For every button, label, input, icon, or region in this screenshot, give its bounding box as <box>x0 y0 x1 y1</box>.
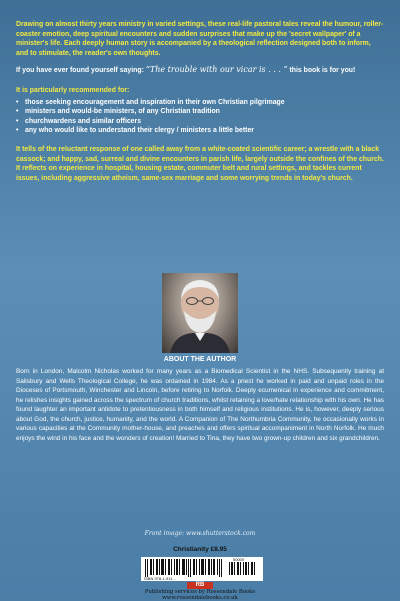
list-item: • ministers and would-be ministers, of any Christian tradition <box>16 108 220 116</box>
list-item: • churchwardens and similar officers <box>16 117 142 125</box>
intro-paragraph: Drawing on almost thirty years ministry in varied settings, these real-life pastoral tales reveal the humour, roller-coaster emotion, deep spiritual encounters and sudden surprises that make up the 'secret wallpaper' of a minister's life. Each deeply human story is accompanied by a theological reflection designed both to inform, and to stimulate, the reader's own thoughts. <box>16 21 384 57</box>
list-item: • any who would like to understand their clergy / ministers a little better <box>16 127 254 135</box>
author-photo <box>162 273 238 353</box>
barcode-price-code: 50000 <box>233 557 245 562</box>
publisher-logo: RB <box>187 582 213 589</box>
quote-suffix: this book is for you! <box>287 67 356 75</box>
isbn-barcode <box>141 557 263 581</box>
publisher-line: Publishing services by Rossendale Books <box>144 589 256 595</box>
bullet-icon: • <box>16 98 19 106</box>
quote-line <box>16 65 384 76</box>
recommended-list <box>16 98 384 136</box>
recommended-title: It is particularly recommended for: <box>16 86 130 94</box>
author-bio: Born in London, Malcolm Nicholas worked for many years as a Biomedical Scientist in the NHS. Subsequently training at Salisbury and Wells Theological College, he was ordained in 1984. As a priest he worked in paid and unpaid roles in the Dioceses of Portsmouth, Winchester and Lincoln, before retiring to Norfolk. Deeply ecumenical in experience and commitment, he relishes insights gained across the spectrum of church traditions, whilst retaining a love/hate relationship with his own. He has found laughter an important antidote to pretentiousness in both himself and religious institutions. He is, however, deeply serious about God, the church, justice, humanity, and the world. A Companion of The Northumbria Community, he occasionally works in various capacities at the Community mother-house, and preaches and offers spiritual accompaniment in North Norfolk. He much enjoys the wind in his face and the wonders of creation! Married to Tina, they have two grown-up children and six grandchildren. <box>16 368 384 442</box>
description-paragraph: It tells of the reluctant response of one called away from a white-coated scientific career; a wrestle with a black cassock; and happy, sad, surreal and divine encounters in parish life, largely outside the confines of the church. It reflects on experience in hospital, housing estate, commuter belt and rural settings, and tackles current issues, including aggressive atheism, same-sex marriage and some worrying trends in today's church. <box>16 145 384 182</box>
barcode-isbn: ISBN 978-1-911... <box>144 576 176 581</box>
blurb-section <box>16 20 384 193</box>
quote-prefix: If you have ever found yourself saying: <box>16 67 146 75</box>
list-item: • those seeking encouragement and inspiration in their own Christian pilgrimage <box>16 98 285 106</box>
vicar-quote: “The trouble with our vicar is . . . ” <box>145 65 288 75</box>
author-portrait-image <box>162 273 238 353</box>
bullet-icon: • <box>16 117 19 125</box>
bullet-icon: • <box>16 108 19 116</box>
category-price: Christianity £8.95 <box>173 546 227 553</box>
image-credit: Front image: www.shutterstock.com <box>144 530 256 537</box>
about-author-heading: ABOUT THE AUTHOR <box>163 356 237 363</box>
publisher-website: www.rossendalebooks.co.uk <box>162 595 238 601</box>
bullet-icon: • <box>16 127 19 135</box>
